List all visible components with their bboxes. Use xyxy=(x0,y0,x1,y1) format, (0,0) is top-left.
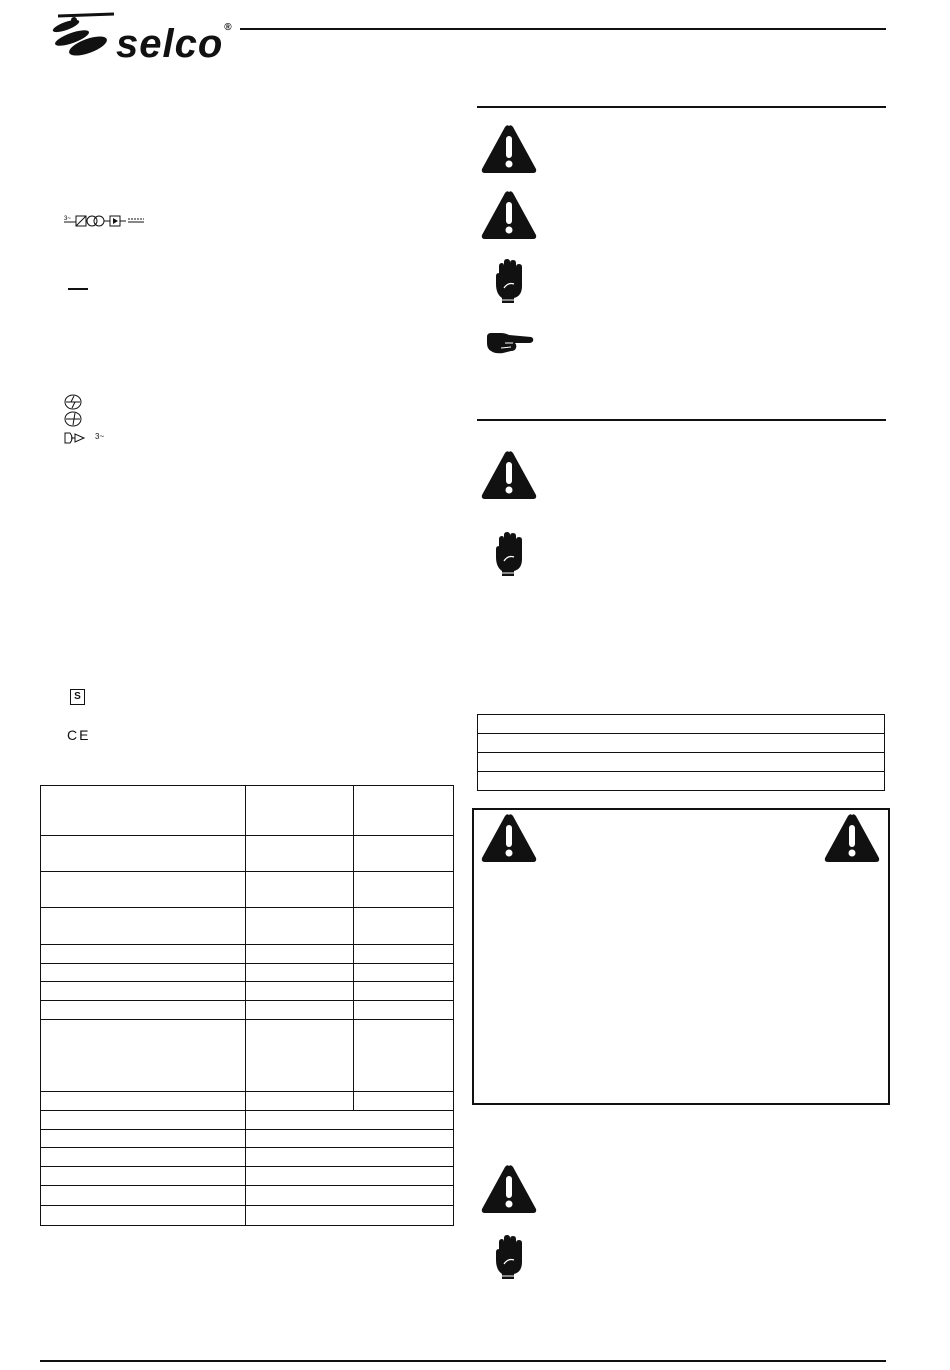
table-row xyxy=(478,715,885,734)
table-row xyxy=(41,1186,454,1206)
summary-table xyxy=(477,714,885,791)
mig-torch-icon xyxy=(64,394,82,410)
footer-rule xyxy=(40,1360,886,1362)
tig-torch-icon xyxy=(64,411,82,427)
table-row xyxy=(41,1092,454,1111)
warning-triangle-icon xyxy=(481,124,537,174)
table-row xyxy=(41,786,454,836)
svg-text:3~: 3~ xyxy=(64,216,71,222)
warning-triangle-icon xyxy=(824,813,880,863)
header-rule xyxy=(240,28,886,30)
ce-mark: CE xyxy=(67,727,91,743)
stop-hand-icon xyxy=(494,531,524,577)
table-row xyxy=(41,1001,454,1020)
brand-wordmark: selco® xyxy=(116,22,233,66)
warning-triangle-icon xyxy=(481,813,537,863)
table-row xyxy=(41,1111,454,1130)
warning-triangle-icon xyxy=(481,450,537,500)
table-row xyxy=(41,964,454,982)
warning-triangle-icon xyxy=(481,1164,537,1214)
selco-logo-mark-icon xyxy=(44,8,124,60)
table-row xyxy=(41,945,454,964)
s-symbol-box: S xyxy=(70,689,85,705)
table-row xyxy=(478,753,885,772)
table-row xyxy=(41,1206,454,1226)
warning-triangle-icon xyxy=(481,190,537,240)
table-row xyxy=(41,836,454,872)
table-row xyxy=(41,908,454,945)
table-row xyxy=(478,772,885,791)
pointing-hand-icon xyxy=(485,331,535,355)
phase-label: 3~ xyxy=(95,432,105,441)
stop-hand-icon xyxy=(494,1234,524,1280)
mains-plug-icon xyxy=(64,431,94,445)
technical-data-table xyxy=(40,785,454,1226)
power-source-diagram-icon xyxy=(64,213,146,229)
table-row xyxy=(41,1167,454,1186)
dc-symbol-line xyxy=(68,288,88,290)
table-row xyxy=(41,1020,454,1092)
table-row xyxy=(41,982,454,1001)
stop-hand-icon xyxy=(494,258,524,304)
table-row xyxy=(41,872,454,908)
table-row xyxy=(41,1130,454,1148)
table-row xyxy=(478,734,885,753)
section-rule-2 xyxy=(477,419,886,421)
table-row xyxy=(41,1148,454,1167)
section-rule-1 xyxy=(477,106,886,108)
